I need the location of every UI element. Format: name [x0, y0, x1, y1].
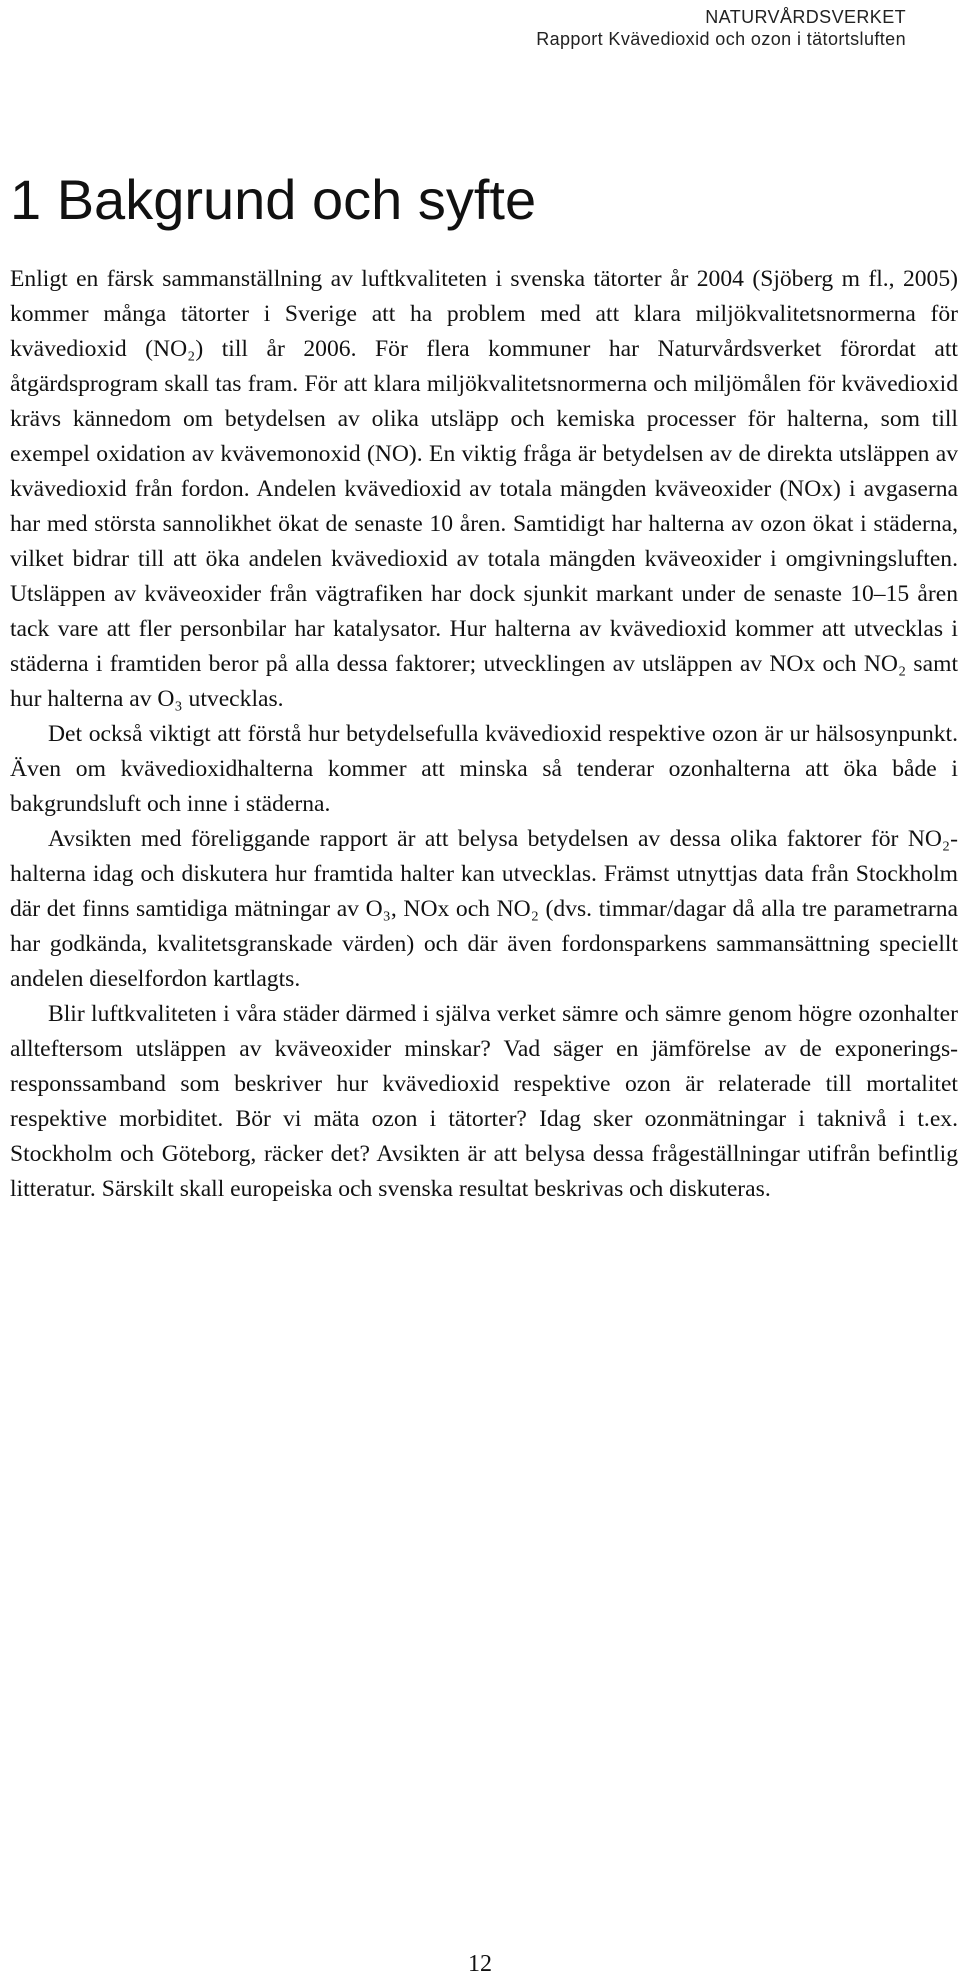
paragraph-health: Det också viktigt att förstå hur betydelsefulla kvävedioxid respektive ozon är ur hälsosynpunkt. Även om kvävedioxidhalterna kommer att minska så tenderar ozonhalterna att öka både i bakgrundsluft och inne i städerna. — [10, 721, 958, 817]
chapter-title: 1 Bakgrund och syfte — [10, 168, 537, 231]
header-organization: NATURVÅRDSVERKET — [705, 7, 906, 27]
paragraph-purpose: Avsikten med föreliggande rapport är att belysa betydelsen av dessa olika faktorer för NO₂-halterna idag och diskutera hur framtida halter kan utvecklas. Främst utnyttjas data från Stockholm där det finns samtidiga mätningar av O₃, NOx och NO₂ (dvs. timmar/dagar då alla tre parametrarna har godkända, kvalitetsgranskade värden) och där även fordonsparkens sammansättning speciellt andelen dieselfordon kartlagts. — [10, 826, 958, 992]
header-report-title: Rapport Kvävedioxid och ozon i tätortsluften — [536, 29, 906, 49]
body-text — [10, 262, 958, 1207]
page-number: 12 — [468, 1951, 492, 1977]
paragraph-questions: Blir luftkvaliteten i våra städer därmed i själva verket sämre och sämre genom högre ozonhalter allteftersom utsläppen av kväveoxider minskar? Vad säger en jämförelse av de exponerings-responssamband som beskriver hur kvävedioxid respektive ozon är relaterade till mortalitet respektive morbiditet. Bör vi mäta ozon i tätorter? Idag sker ozonmätningar i taknivå i t.ex. Stockholm och Göteborg, räcker det? Avsikten är att belysa dessa frågeställningar utifrån befintlig litteratur. Särskilt skall europeiska och svenska resultat beskrivas och diskuteras. — [10, 1001, 958, 1202]
running-header — [536, 6, 906, 50]
paragraph-background: Enligt en färsk sammanställning av luftkvaliteten i svenska tätorter år 2004 (Sjöberg m fl., 2005) kommer många tätorter i Sverige att ha problem med att klara miljökvalitetsnormerna för kvävedioxid (NO₂) till år 2006. För flera kommuner har Naturvårdsverket förordat att åtgärdsprogram skall tas fram. För att klara miljökvalitetsnormerna och miljömålen för kvävedioxid krävs kännedom om betydelsen av olika utsläpp och kemiska processer för halterna, som till exempel oxidation av kvävemonoxid (NO). En viktig fråga är betydelsen av de direkta utsläppen av kvävedioxid från fordon. Andelen kvävedioxid av totala mängden kväveoxider (NOx) i avgaserna har med största sannolikhet ökat de senaste 10 åren. Samtidigt har halterna av ozon ökat i städerna, vilket bidrar till att öka andelen kvävedioxid av totala mängden kväveoxider i omgivningsluften. Utsläppen av kväveoxider från vägtrafiken har dock sjunkit markant under de senaste 10–15 åren tack vare att fler personbilar har katalysator. Hur halterna av kvävedioxid kommer att utvecklas i städerna i framtiden beror på alla dessa faktorer; utvecklingen av utsläppen av NOx och NO₂ samt hur halterna av O₃ utvecklas. — [10, 266, 958, 712]
